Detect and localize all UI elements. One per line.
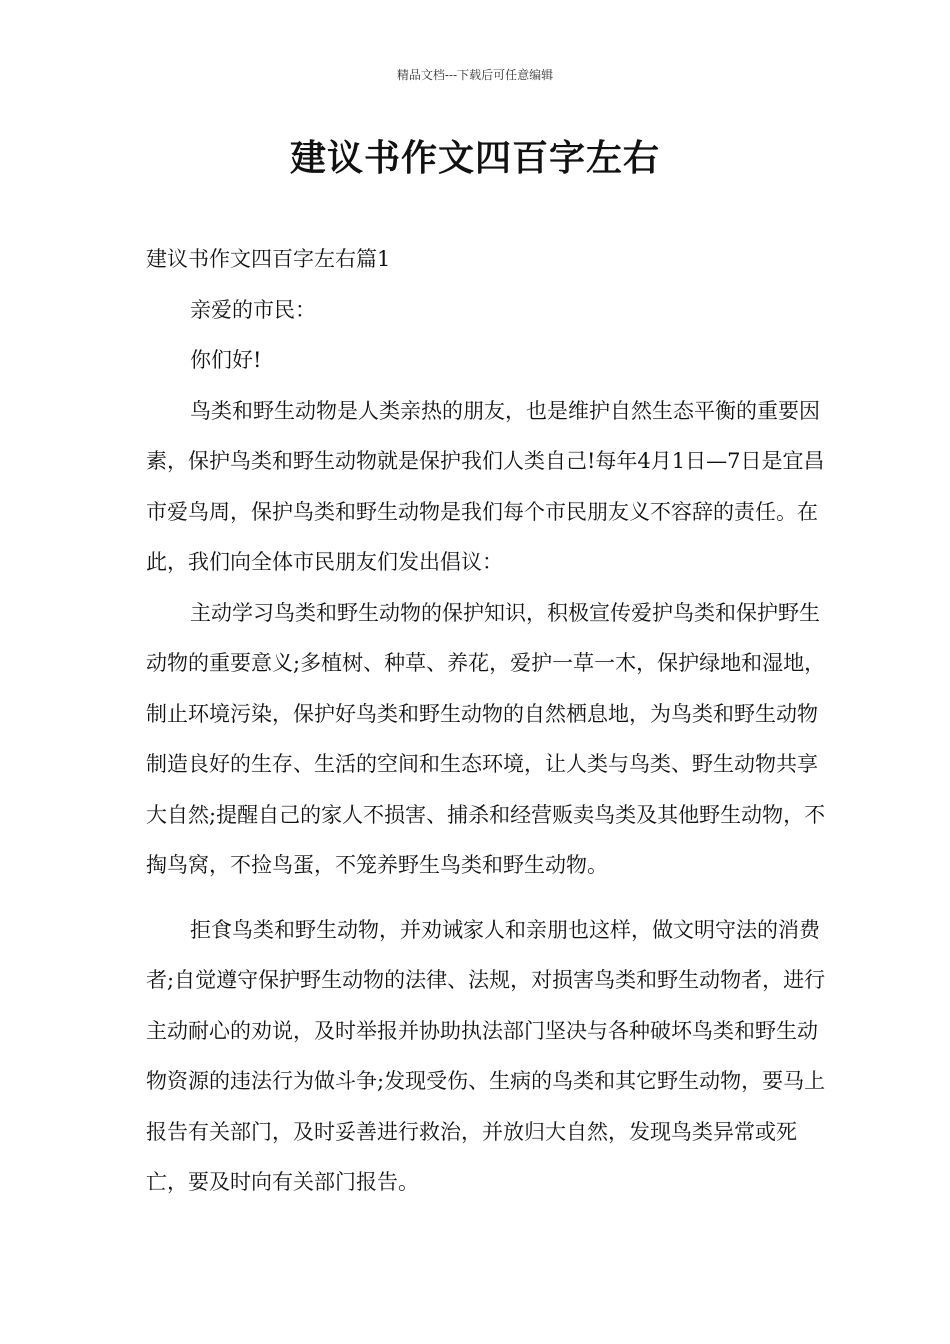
section-heading: 建议书作文四百字左右篇1	[146, 247, 391, 271]
paragraph: 鸟类和野生动物是人类亲热的朋友，也是维护自然生态平衡的重要因素，保护鸟类和野生动物就是保护我们人类自己!每年4月1日—7日是宜昌市爱鸟周，保护鸟类和野生动物是我们每个市民朋友义不容辞的责任。在此，我们向全体市民朋友们发出倡议：	[146, 398, 825, 574]
salutation: 亲爱的市民：	[190, 297, 316, 322]
paragraph: 主动学习鸟类和野生动物的保护知识，积极宣传爱护鸟类和保护野生动物的重要意义;多植树、种草、养花，爱护一草一木，保护绿地和湿地，制止环境污染，保护好鸟类和野生动物的自然栖息地，为鸟类和野生动物制造良好的生存、生活的空间和生态环境，让人类与鸟类、野生动物共享大自然;提醒自己的家人不损害、捕杀和经营贩卖鸟类及其他野生动物，不掏鸟窝，不捡鸟蛋，不笼养野生鸟类和野生动物。	[146, 600, 826, 877]
paragraph-gap	[146, 891, 826, 905]
greeting: 你们好!	[190, 348, 262, 372]
page-title: 建议书作文四百字左右	[289, 138, 660, 179]
document-body	[146, 234, 826, 1208]
paragraph: 拒食鸟类和野生动物，并劝诫家人和亲朋也这样，做文明守法的消费者;自觉遵守保护野生动物的法律、法规，对损害鸟类和野生动物者，进行主动耐心的劝说，及时举报并协助执法部门坚决与各种破坏鸟类和野生动物资源的违法行为做斗争;发现受伤、生病的鸟类和其它野生动物，要马上报告有关部门，及时妥善进行救治，并放归大自然，发现鸟类异常或死亡，要及时向有关部门报告。	[146, 917, 826, 1194]
header-note: 精品文档---下载后可任意编辑	[396, 68, 554, 82]
